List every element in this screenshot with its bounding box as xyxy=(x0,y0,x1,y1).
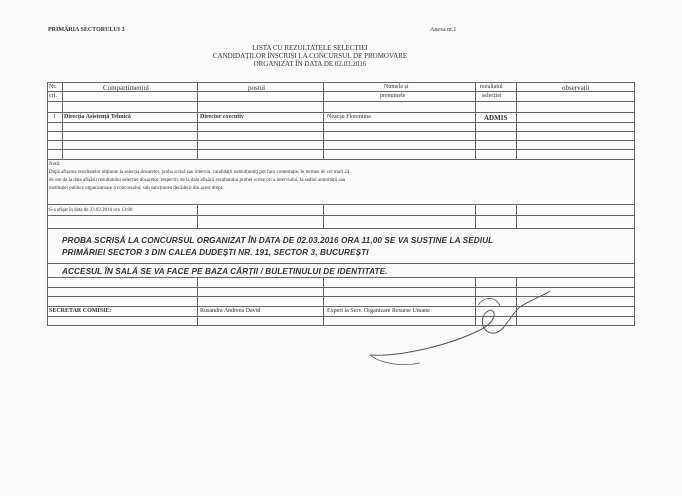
note-line-1: După afișarea rezultatelor obținute la selecția dosarelor, proba scrisă sau interviu, candidații nemulțumiți pot face contestație, în termen de cel mult 24 xyxy=(49,170,350,175)
exam-announcement-line-2: PRIMĂRIEI SECTOR 3 DIN CALEA DUDEȘTI NR. 191, SECTOR 3, BUCUREȘTI xyxy=(62,248,369,257)
note-line-3: instituției publice organizatoare a concursului, sub sancțiunea decăderii din acest drept. xyxy=(49,186,224,191)
secretary-role: Expert la Serv. Organizare Resurse Umane xyxy=(327,308,430,314)
doc-title xyxy=(150,44,470,68)
header-department: Compartimentul xyxy=(103,84,149,92)
header-result-2: selecției xyxy=(482,93,502,99)
header-name-1: Numele și xyxy=(384,84,409,90)
title-line-2: CANDIDAȚILOR ÎNSCRIȘI LA CONCURSUL DE PROMOVARE xyxy=(212,52,408,60)
note-line-2: de ore de la data afișării rezultatului selecției dosarelor, respectiv de la data afișării rezultatului probei scrise ori a interviului, la sediul autorității sau xyxy=(49,178,346,183)
row-1-nr: 1 xyxy=(53,114,56,120)
header-remarks: observații xyxy=(562,84,590,92)
row-1-result: ADMIS xyxy=(484,114,508,122)
row-1-name: Neacșu Florentina xyxy=(327,114,371,120)
header-crt: crt. xyxy=(49,93,57,99)
header-nr: Nr. xyxy=(49,84,57,90)
institution-name: PRIMĂRIA SECTORULUI 3 xyxy=(48,27,125,33)
header-position: postul xyxy=(248,84,266,92)
posted-date: S-a afișat în data de 23.02.2016 ora 13:00 xyxy=(49,208,133,213)
header-name-2: prenumele xyxy=(380,93,406,99)
row-1-position: Director executiv xyxy=(200,114,244,120)
access-announcement: ACCESUL ÎN SALĂ SE VA FACE PE BAZA CĂRȚII / BULETINULUI DE IDENTITATE. xyxy=(62,267,388,276)
title-line-1: LISTA CU REZULTATELE SELECȚIEI xyxy=(252,44,368,52)
handwritten-signature xyxy=(360,285,560,375)
exam-announcement-line-1: PROBA SCRISĂ LA CONCURSUL ORGANIZAT ÎN DATA DE 02.03.2016 ORA 11,00 SE VA SUSȚINE LA SEDIUL xyxy=(62,236,494,245)
secretary-label: SECRETAR COMISIE: xyxy=(49,308,112,314)
annex-label: Anexa nr.1 xyxy=(430,27,457,33)
secretary-name: Rusandra Andreea David xyxy=(200,308,261,314)
title-line-3: ORGANIZAT ÎN DATA DE 02.03.2016 xyxy=(253,60,367,68)
row-1-department: Direcția Asistență Tehnică xyxy=(64,114,131,120)
header-result-1: rezultatul xyxy=(480,84,503,90)
note-label: Notă: xyxy=(49,162,61,167)
